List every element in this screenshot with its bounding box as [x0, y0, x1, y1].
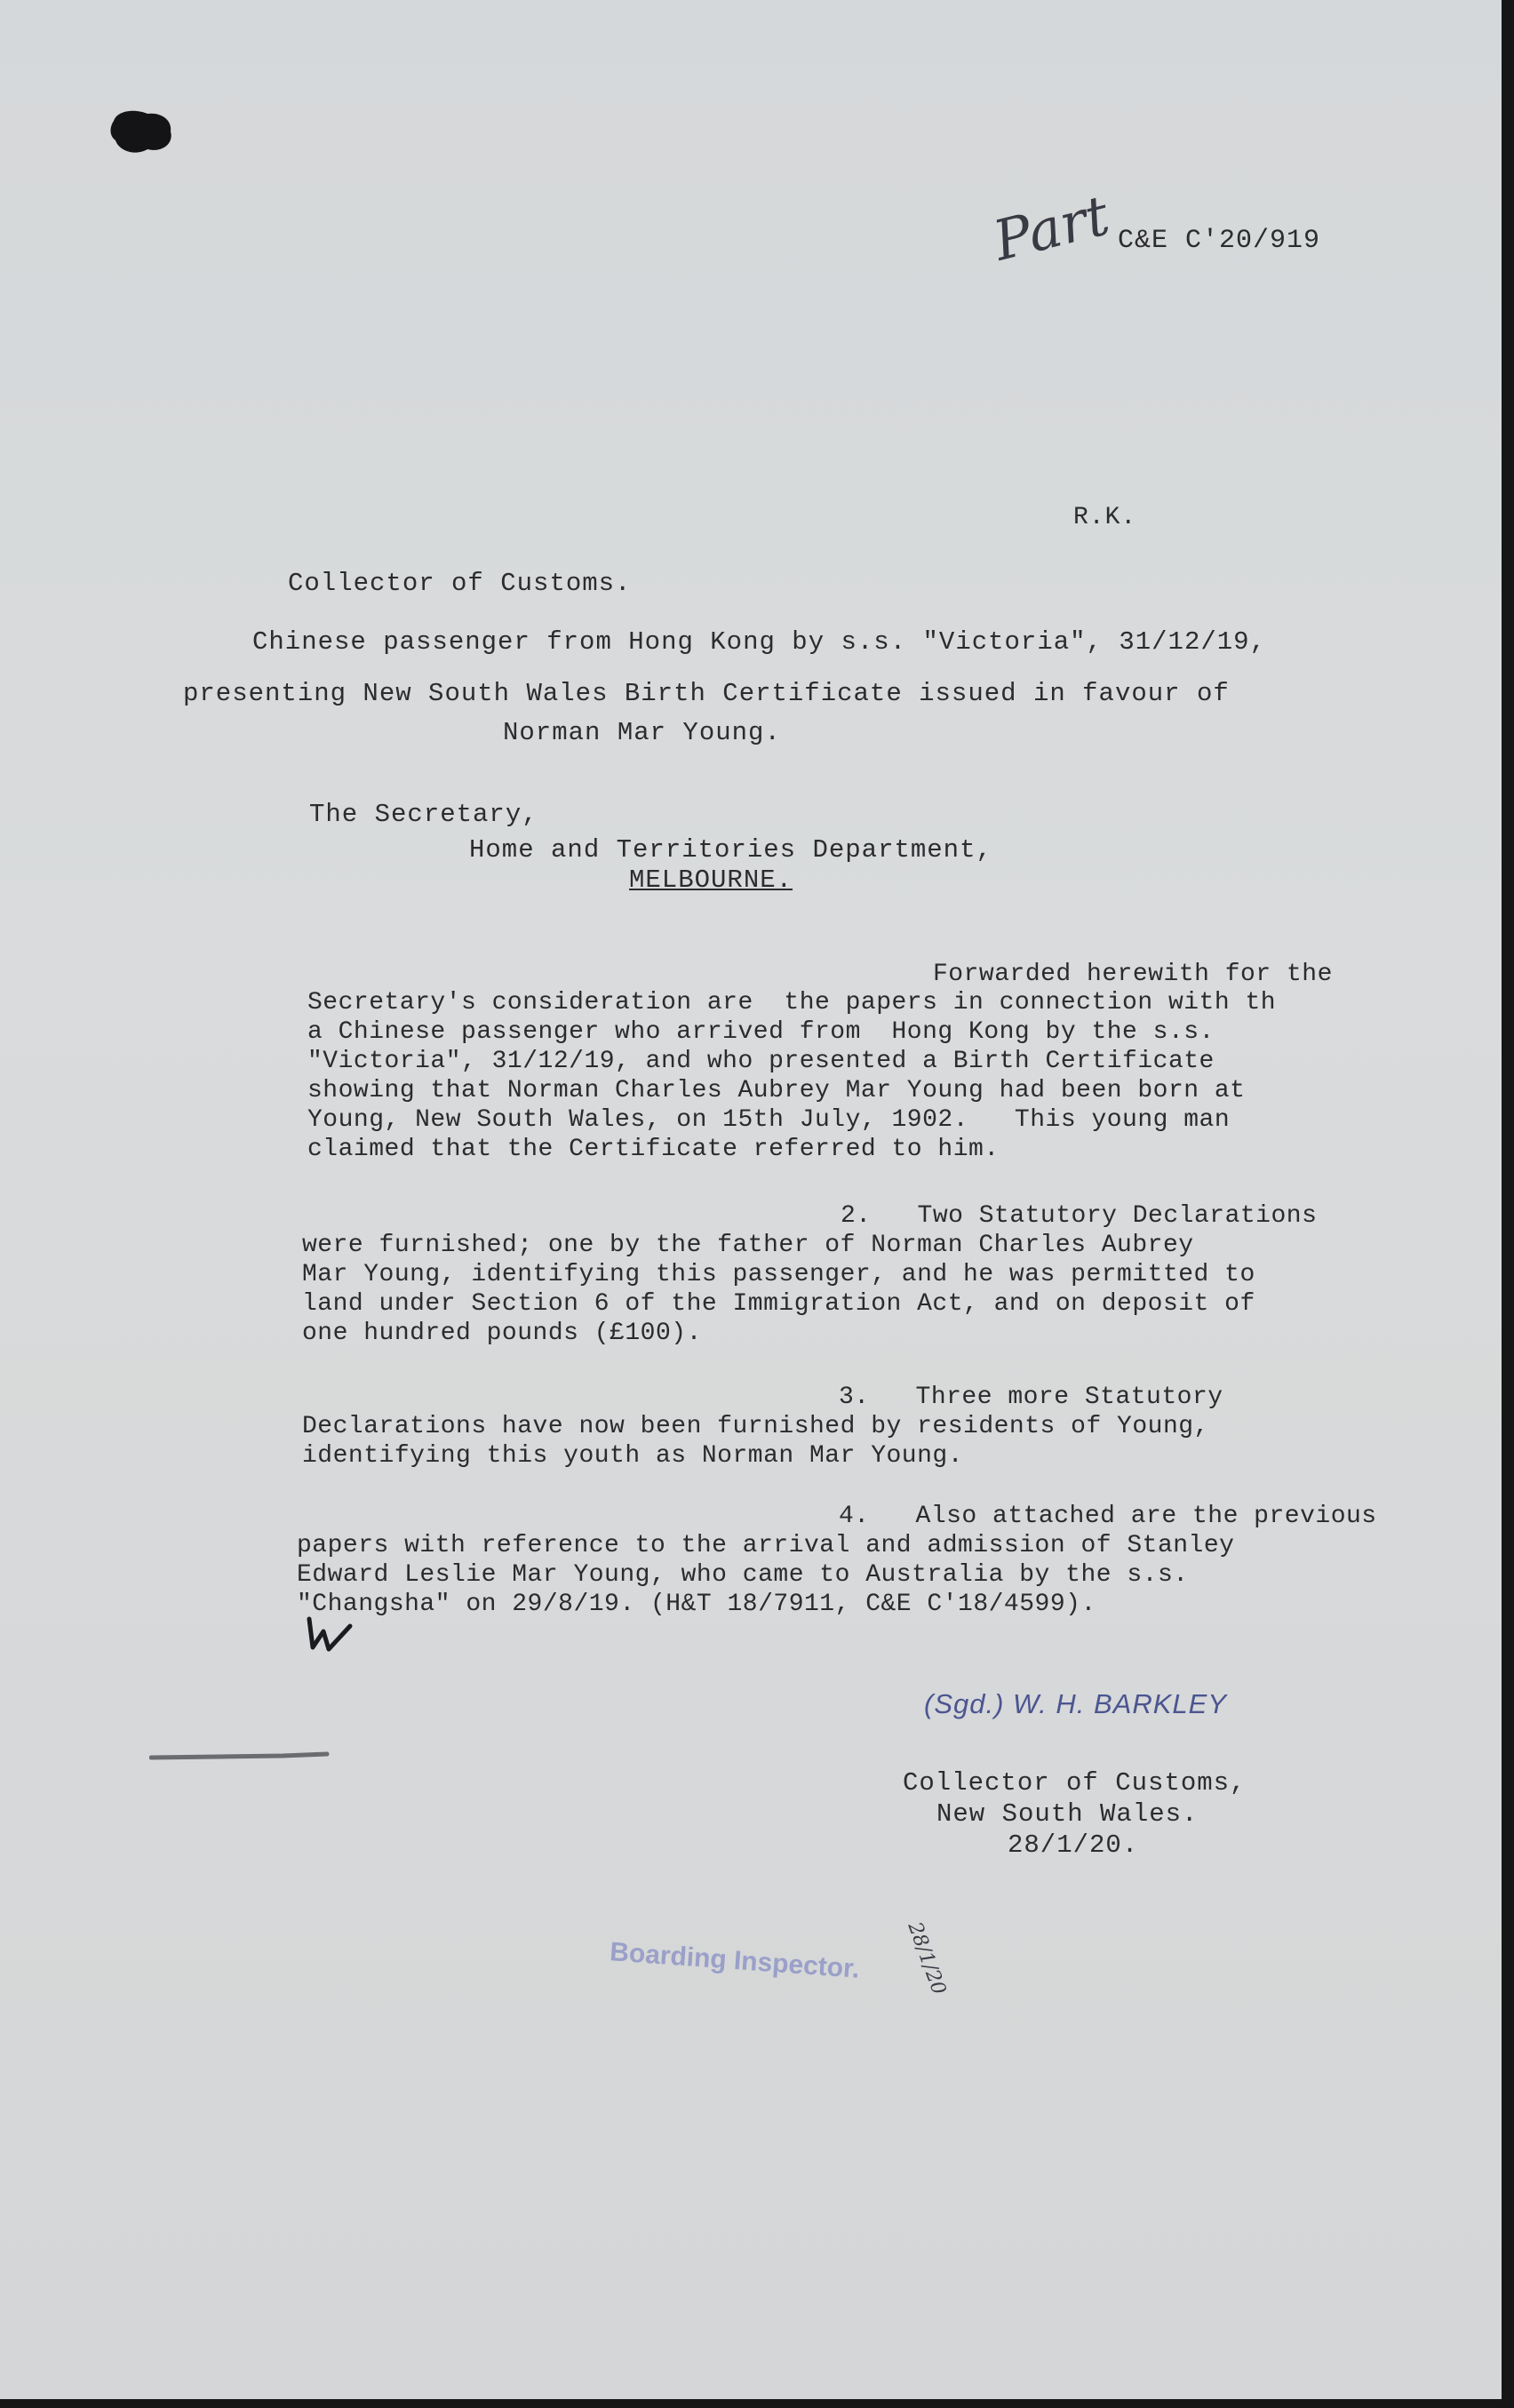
paragraph-1-line: Secretary's consideration are the papers in connection with th — [307, 989, 1277, 1017]
signature-title: Collector of Customs, — [903, 1768, 1247, 1798]
paragraph-1-line: Young, New South Wales, on 15th July, 1902. This young man — [307, 1106, 1231, 1134]
paragraph-2-line: one hundred pounds (£100). — [302, 1320, 702, 1347]
addressee-line-2: Home and Territories Department, — [469, 835, 992, 865]
pencil-dash — [149, 1749, 380, 1766]
addressee-line-3: MELBOURNE. — [629, 865, 793, 895]
paragraph-1-line: showing that Norman Charles Aubrey Mar Young had been born at — [307, 1077, 1246, 1104]
paragraph-2-line: land under Section 6 of the Immigration Act, and on deposit of — [302, 1290, 1255, 1318]
paragraph-3-line: identifying this youth as Norman Mar Young. — [302, 1442, 964, 1470]
paragraph-2-line: were furnished; one by the father of Norman Charles Aubrey — [302, 1232, 1194, 1259]
signature-place: New South Wales. — [936, 1799, 1199, 1829]
paragraph-3-line: Declarations have now been furnished by residents of Young, — [302, 1413, 1209, 1440]
paragraph-3-lead: 3. Three more Statutory — [839, 1383, 1223, 1411]
paragraph-1-lead: Forwarded herewith for the — [933, 961, 1333, 988]
subject-line-2: presenting New South Wales Birth Certificate issued in favour of — [183, 679, 1230, 708]
subject-line-1: Chinese passenger from Hong Kong by s.s. "Victoria", 31/12/19, — [252, 627, 1266, 657]
signature-stamp: (Sgd.) W. H. BARKLEY — [924, 1688, 1227, 1719]
paragraph-4-lead: 4. Also attached are the previous — [839, 1503, 1377, 1530]
subject-line-3: Norman Mar Young. — [503, 718, 781, 747]
handwritten-tick — [302, 1612, 355, 1656]
paragraph-4-line: Edward Leslie Mar Young, who came to Australia by the s.s. — [297, 1561, 1189, 1589]
boarding-inspector-stamp: Boarding Inspector. — [609, 1937, 861, 1984]
initials: R.K. — [1073, 504, 1137, 531]
paragraph-1-line: claimed that the Certificate referred to him. — [307, 1136, 1000, 1163]
paragraph-4-line: "Changsha" on 29/8/19. (H&T 18/7911, C&E C'18/4599). — [297, 1591, 1096, 1618]
file-reference: C&E C'20/919 — [1118, 226, 1321, 256]
paragraph-2-line: Mar Young, identifying this passenger, and he was permitted to — [302, 1261, 1255, 1288]
addressee-line-1: The Secretary, — [309, 800, 538, 829]
handwritten-date: 28/1/20 — [903, 1919, 951, 1998]
from-line: Collector of Customs. — [288, 569, 632, 598]
handwritten-mark: Part — [987, 182, 1116, 274]
paragraph-1-line: a Chinese passenger who arrived from Hong Kong by the s.s. — [307, 1018, 1215, 1046]
paragraph-4-line: papers with reference to the arrival and admission of Stanley — [297, 1532, 1235, 1559]
signature-date: 28/1/20. — [1008, 1830, 1139, 1860]
paragraph-1-line: "Victoria", 31/12/19, and who presented a Birth Certificate — [307, 1048, 1215, 1075]
ink-blot — [108, 105, 179, 158]
paragraph-2-lead: 2. Two Statutory Declarations — [841, 1202, 1318, 1230]
